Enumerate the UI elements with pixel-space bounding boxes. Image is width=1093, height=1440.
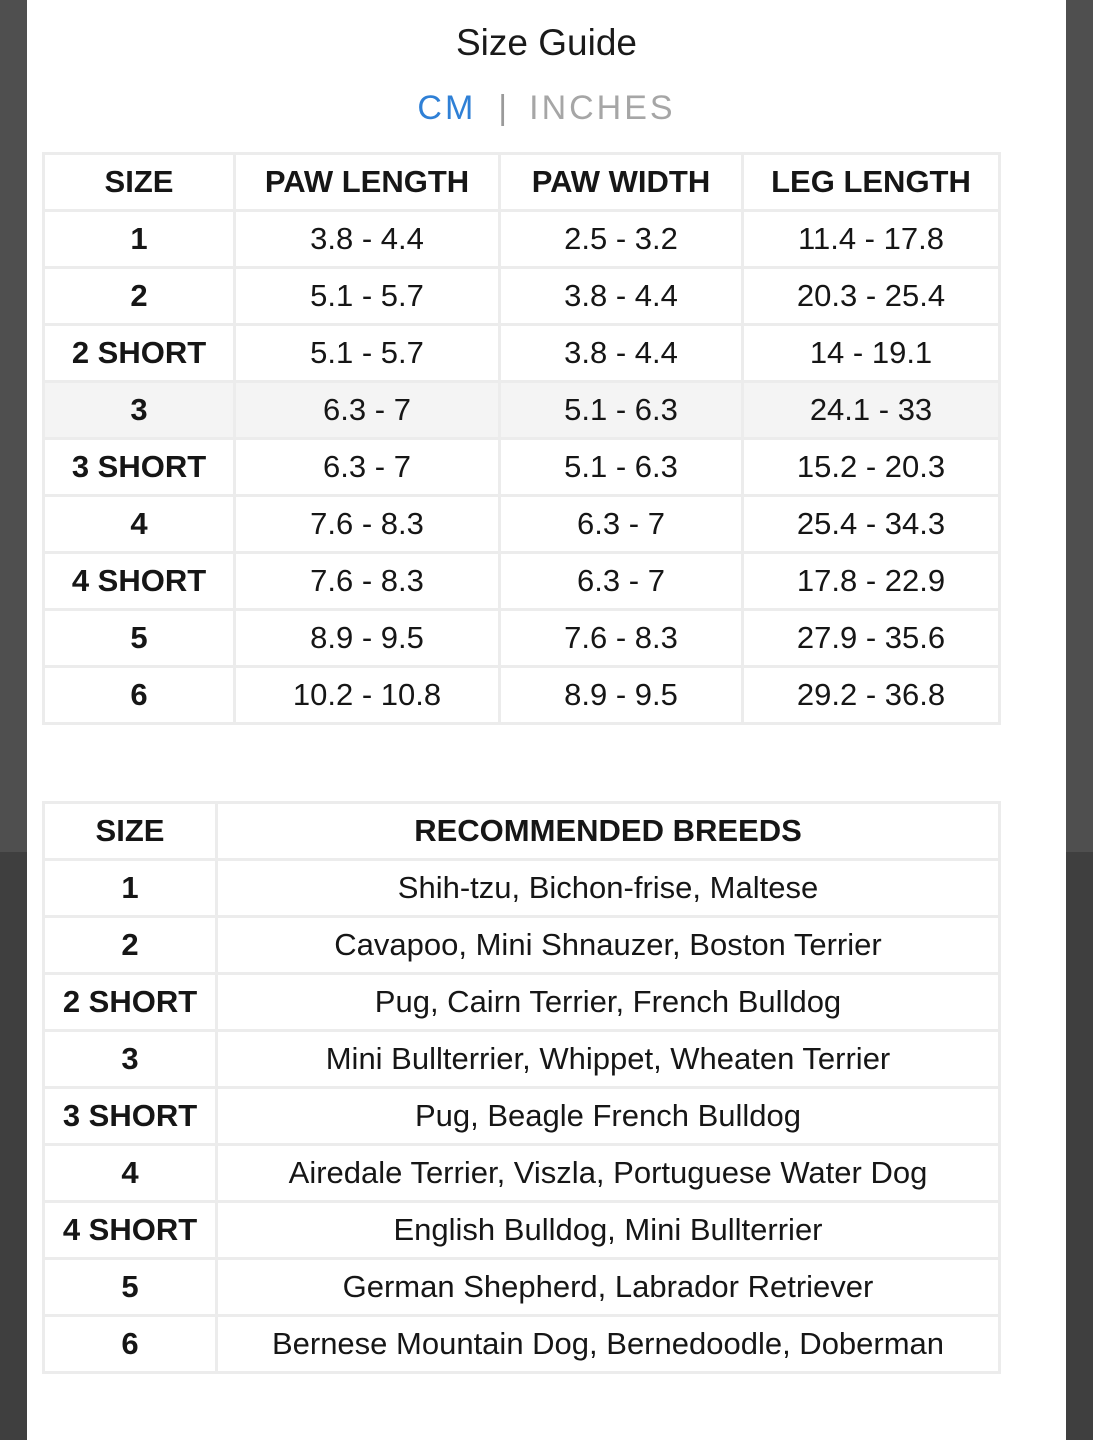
paw-length-cell: 7.6 - 8.3 <box>235 553 500 610</box>
recommended-breeds-cell: Shih-tzu, Bichon-frise, Maltese <box>217 860 1000 917</box>
paw-length-cell: 3.8 - 4.4 <box>235 211 500 268</box>
leg-length-cell: 27.9 - 35.6 <box>743 610 1000 667</box>
table-row <box>44 211 1000 268</box>
recommended-breeds-cell: Cavapoo, Mini Shnauzer, Boston Terrier <box>217 917 1000 974</box>
recommended-breeds-cell: Airedale Terrier, Viszla, Portuguese Water Dog <box>217 1145 1000 1202</box>
leg-length-cell: 29.2 - 36.8 <box>743 667 1000 724</box>
table-row <box>44 1088 1000 1145</box>
size-cell: 4 SHORT <box>44 1202 217 1259</box>
table-row <box>44 382 1000 439</box>
recommended-breeds-cell: German Shepherd, Labrador Retriever <box>217 1259 1000 1316</box>
table-row <box>44 268 1000 325</box>
paw-length-cell: 6.3 - 7 <box>235 439 500 496</box>
size-cell: 2 SHORT <box>44 325 235 382</box>
size-cell: 4 <box>44 1145 217 1202</box>
leg-length-cell: 14 - 19.1 <box>743 325 1000 382</box>
paw-length-cell: 8.9 - 9.5 <box>235 610 500 667</box>
paw-width-cell: 3.8 - 4.4 <box>500 325 743 382</box>
column-header-recommended-breeds: RECOMMENDED BREEDS <box>217 803 1000 860</box>
paw-width-cell: 2.5 - 3.2 <box>500 211 743 268</box>
paw-length-cell: 7.6 - 8.3 <box>235 496 500 553</box>
paw-width-cell: 7.6 - 8.3 <box>500 610 743 667</box>
page-title: Size Guide <box>456 22 637 63</box>
size-cell: 6 <box>44 667 235 724</box>
recommended-breeds-cell: Mini Bullterrier, Whippet, Wheaten Terrier <box>217 1031 1000 1088</box>
paw-width-cell: 5.1 - 6.3 <box>500 439 743 496</box>
paw-length-cell: 5.1 - 5.7 <box>235 268 500 325</box>
right-backdrop <box>1066 0 1093 1440</box>
column-header-paw-length: PAW LENGTH <box>235 154 500 211</box>
recommended-breeds-cell: Pug, Cairn Terrier, French Bulldog <box>217 974 1000 1031</box>
table-row <box>44 860 1000 917</box>
size-cell: 5 <box>44 610 235 667</box>
leg-length-cell: 17.8 - 22.9 <box>743 553 1000 610</box>
unit-separator: | <box>498 89 508 127</box>
table-row <box>44 1259 1000 1316</box>
column-header-size: SIZE <box>44 803 217 860</box>
left-backdrop <box>0 0 27 1440</box>
table-row <box>44 1145 1000 1202</box>
recommended-breeds-cell: English Bulldog, Mini Bullterrier <box>217 1202 1000 1259</box>
table-header-row <box>44 803 1000 860</box>
column-header-paw-width: PAW WIDTH <box>500 154 743 211</box>
leg-length-cell: 15.2 - 20.3 <box>743 439 1000 496</box>
size-cell: 2 <box>44 268 235 325</box>
paw-width-cell: 6.3 - 7 <box>500 496 743 553</box>
paw-width-cell: 6.3 - 7 <box>500 553 743 610</box>
leg-length-cell: 24.1 - 33 <box>743 382 1000 439</box>
table-row <box>44 974 1000 1031</box>
unit-toggle <box>27 86 1066 130</box>
paw-length-cell: 5.1 - 5.7 <box>235 325 500 382</box>
size-cell: 3 <box>44 1031 217 1088</box>
paw-length-cell: 6.3 - 7 <box>235 382 500 439</box>
column-header-size: SIZE <box>44 154 235 211</box>
left-backdrop-lower <box>0 852 27 1440</box>
paw-width-cell: 3.8 - 4.4 <box>500 268 743 325</box>
size-cell: 3 SHORT <box>44 439 235 496</box>
size-cell: 2 SHORT <box>44 974 217 1031</box>
table-row <box>44 1031 1000 1088</box>
leg-length-cell: 20.3 - 25.4 <box>743 268 1000 325</box>
table-row <box>44 1316 1000 1373</box>
table-row <box>44 667 1000 724</box>
unit-cm-tab[interactable]: CM <box>417 89 477 127</box>
table-header-row <box>44 154 1000 211</box>
recommended-breeds-cell: Bernese Mountain Dog, Bernedoodle, Doberman <box>217 1316 1000 1373</box>
table-row <box>44 610 1000 667</box>
size-cell: 2 <box>44 917 217 974</box>
paw-length-cell: 10.2 - 10.8 <box>235 667 500 724</box>
table-row <box>44 439 1000 496</box>
unit-inches-tab[interactable]: INCHES <box>529 89 676 127</box>
size-cell: 1 <box>44 860 217 917</box>
leg-length-cell: 11.4 - 17.8 <box>743 211 1000 268</box>
size-cell: 3 SHORT <box>44 1088 217 1145</box>
measurements-table <box>42 152 1001 725</box>
leg-length-cell: 25.4 - 34.3 <box>743 496 1000 553</box>
paw-width-cell: 5.1 - 6.3 <box>500 382 743 439</box>
table-row <box>44 917 1000 974</box>
right-backdrop-lower <box>1066 852 1093 1440</box>
size-cell: 1 <box>44 211 235 268</box>
size-cell: 4 SHORT <box>44 553 235 610</box>
table-row <box>44 1202 1000 1259</box>
recommended-breeds-cell: Pug, Beagle French Bulldog <box>217 1088 1000 1145</box>
size-cell: 5 <box>44 1259 217 1316</box>
table-row <box>44 325 1000 382</box>
table-row <box>44 553 1000 610</box>
size-cell: 4 <box>44 496 235 553</box>
size-cell: 6 <box>44 1316 217 1373</box>
breeds-table <box>42 801 1001 1374</box>
table-row <box>44 496 1000 553</box>
size-cell: 3 <box>44 382 235 439</box>
column-header-leg-length: LEG LENGTH <box>743 154 1000 211</box>
paw-width-cell: 8.9 - 9.5 <box>500 667 743 724</box>
